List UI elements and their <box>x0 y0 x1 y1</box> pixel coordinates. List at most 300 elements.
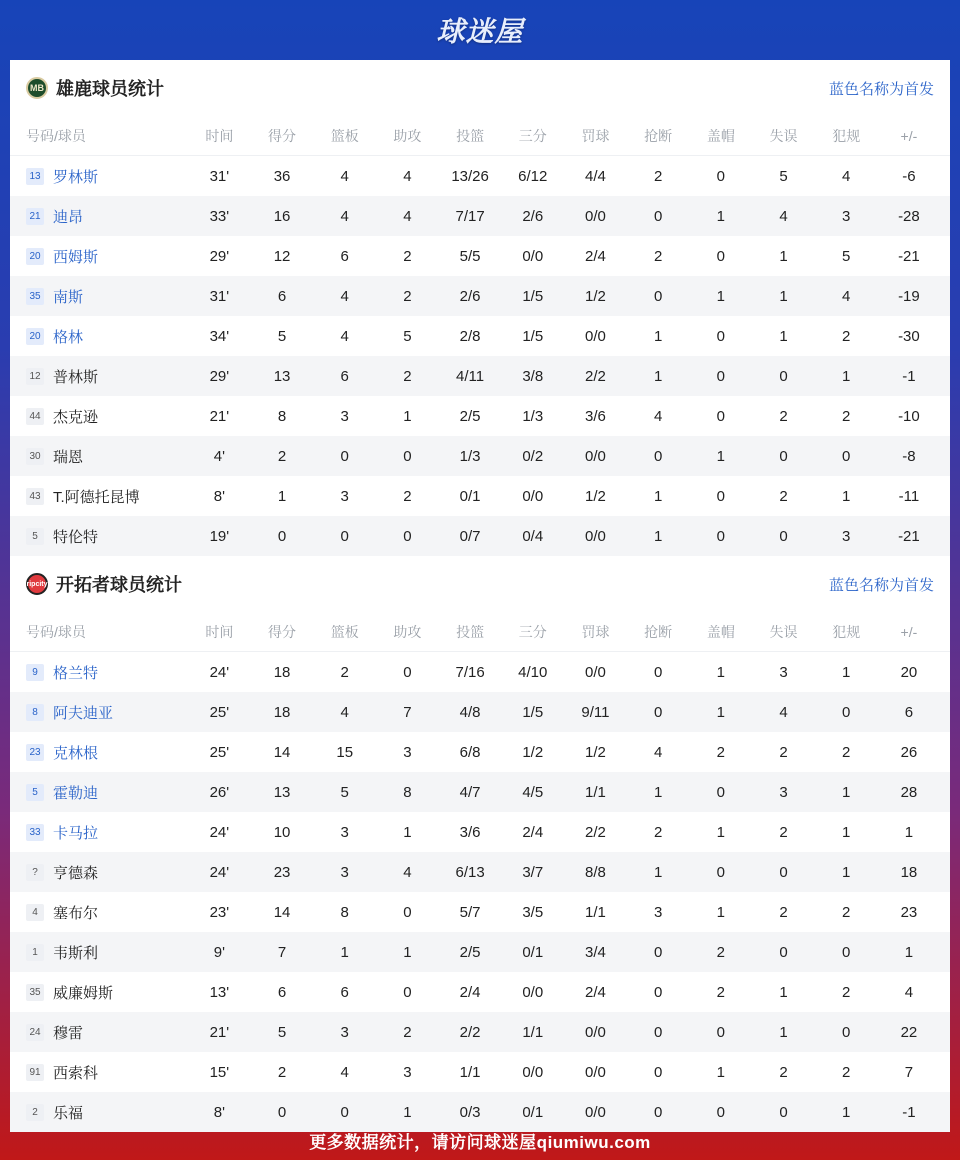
stat-fg: 6/13 <box>455 863 485 881</box>
jersey-number-badge: 43 <box>26 488 44 505</box>
stat-stl: 4 <box>653 407 663 425</box>
stat-blk: 2 <box>716 983 726 1001</box>
jersey-number-badge: 5 <box>26 784 44 801</box>
stat-tp: 0/0 <box>522 1063 544 1081</box>
stat-tp: 2/4 <box>522 823 544 841</box>
stat-tov: 1 <box>779 983 788 1001</box>
stat-ast: 0 <box>403 903 412 921</box>
stat-fg: 0/3 <box>459 1103 481 1121</box>
stat-tov: 0 <box>779 447 788 465</box>
column-header-row <box>10 612 950 652</box>
column-header: 投篮 <box>456 127 485 144</box>
jersey-number-badge: 9 <box>26 664 44 681</box>
player-cell <box>10 526 188 547</box>
stat-stl: 2 <box>653 167 663 185</box>
stat-min: 8' <box>213 1103 225 1121</box>
column-header: 盖帽 <box>706 127 735 144</box>
stat-stl: 1 <box>653 783 663 801</box>
team-section <box>10 60 950 556</box>
stat-pf: 2 <box>842 327 851 345</box>
stat-pts: 14 <box>273 903 291 921</box>
stat-tp: 1/5 <box>522 703 544 721</box>
stat-fg: 2/8 <box>459 327 481 345</box>
stat-pts: 13 <box>273 783 291 801</box>
table-row[interactable] <box>10 812 950 852</box>
stat-pm: -6 <box>902 167 916 185</box>
stat-ft: 0/0 <box>585 527 606 545</box>
stat-pm: 4 <box>904 983 914 1001</box>
stat-blk: 0 <box>716 407 726 425</box>
table-row[interactable] <box>10 356 950 396</box>
stats-panel <box>10 60 950 1120</box>
jersey-number-badge: 23 <box>26 744 44 761</box>
player-name[interactable]: 卡马拉 <box>53 824 99 842</box>
stat-stl: 0 <box>653 703 663 721</box>
player-cell <box>10 166 188 187</box>
stat-blk: 2 <box>716 743 726 761</box>
stat-ast: 4 <box>403 863 412 881</box>
stat-stl: 1 <box>653 527 663 545</box>
stat-blk: 1 <box>716 1063 726 1081</box>
column-header: 三分 <box>518 623 547 640</box>
stat-pts: 12 <box>273 247 291 265</box>
stat-pf: 2 <box>842 903 851 921</box>
stat-fg: 5/7 <box>459 903 481 921</box>
column-header: 抢断 <box>644 623 673 640</box>
jersey-number-badge: 13 <box>26 168 44 185</box>
stat-pf: 2 <box>842 983 851 1001</box>
jersey-number-badge: 24 <box>26 1024 44 1041</box>
player-name[interactable]: 乐福 <box>53 1104 84 1122</box>
stat-tov: 0 <box>779 527 788 545</box>
stat-reb: 8 <box>340 903 349 921</box>
stat-ast: 2 <box>403 247 412 265</box>
stat-tov: 0 <box>779 367 788 385</box>
player-name[interactable]: 杰克逊 <box>53 408 99 426</box>
table-row[interactable] <box>10 476 950 516</box>
jersey-number-badge: 5 <box>26 528 44 545</box>
stat-tp: 1/1 <box>522 1023 544 1041</box>
stat-pts: 2 <box>277 447 287 465</box>
player-cell <box>10 742 188 763</box>
player-name[interactable]: 塞布尔 <box>53 904 99 922</box>
column-header: 得分 <box>268 623 297 640</box>
stat-ft: 0/0 <box>585 1063 606 1081</box>
stat-tov: 1 <box>779 287 788 305</box>
stat-pf: 0 <box>842 703 851 721</box>
stat-fg: 2/5 <box>459 943 481 961</box>
column-header: 失误 <box>769 127 798 144</box>
jersey-number-badge: 20 <box>26 328 44 345</box>
stat-ast: 0 <box>403 447 412 465</box>
stat-ft: 3/6 <box>585 407 606 425</box>
stat-fg: 7/17 <box>455 207 485 225</box>
table-row[interactable] <box>10 236 950 276</box>
player-cell <box>10 206 188 227</box>
stat-blk: 1 <box>716 207 726 225</box>
stat-tp: 0/0 <box>522 983 544 1001</box>
stat-pf: 1 <box>842 663 851 681</box>
section-title-group <box>26 571 182 597</box>
stat-ft: 2/4 <box>585 983 606 1001</box>
stat-fg: 2/6 <box>459 287 481 305</box>
stat-pts: 13 <box>273 367 291 385</box>
stat-tp: 1/2 <box>522 743 544 761</box>
player-name[interactable]: 亨德森 <box>53 864 99 882</box>
stat-fg: 2/2 <box>459 1023 481 1041</box>
stat-reb: 5 <box>340 783 349 801</box>
stat-tov: 2 <box>779 1063 788 1081</box>
stat-blk: 0 <box>716 863 726 881</box>
section-header <box>10 60 950 116</box>
team-logo-icon: ripcity <box>26 573 48 595</box>
stat-ft: 1/2 <box>585 487 606 505</box>
stat-min: 23' <box>209 903 230 921</box>
stat-pts: 7 <box>277 943 287 961</box>
stat-ft: 1/2 <box>585 287 606 305</box>
stat-blk: 1 <box>716 903 726 921</box>
stat-fg: 4/11 <box>456 367 485 385</box>
stat-ft: 3/4 <box>585 943 606 961</box>
player-name[interactable]: 韦斯利 <box>53 944 99 962</box>
stat-blk: 1 <box>716 823 726 841</box>
stat-pf: 1 <box>842 783 851 801</box>
stat-ft: 0/0 <box>585 1103 606 1121</box>
stat-pf: 5 <box>842 247 851 265</box>
jersey-number-badge: 44 <box>26 408 44 425</box>
table-row[interactable] <box>10 852 950 892</box>
stat-min: 24' <box>209 823 230 841</box>
stat-stl: 2 <box>653 823 663 841</box>
stat-min: 4' <box>213 447 225 465</box>
stat-reb: 3 <box>340 823 349 841</box>
stat-pm: -1 <box>902 367 916 385</box>
stat-blk: 1 <box>716 663 726 681</box>
player-cell <box>10 286 188 307</box>
column-header: 时间 <box>205 127 234 144</box>
stat-fg: 2/5 <box>459 407 481 425</box>
table-row[interactable] <box>10 892 950 932</box>
stat-fg: 7/16 <box>455 663 485 681</box>
stat-min: 31' <box>209 287 230 305</box>
stat-tov: 1 <box>779 1023 788 1041</box>
stat-tov: 2 <box>779 487 788 505</box>
stat-reb: 6 <box>340 983 349 1001</box>
player-cell <box>10 782 188 803</box>
stat-tp: 1/5 <box>522 287 544 305</box>
table-row[interactable] <box>10 316 950 356</box>
stat-pf: 3 <box>842 207 851 225</box>
jersey-number-badge: ? <box>26 864 44 881</box>
stat-fg: 1/1 <box>459 1063 481 1081</box>
player-name[interactable]: 西姆斯 <box>53 248 99 266</box>
stat-ast: 5 <box>403 327 412 345</box>
player-cell <box>10 902 188 923</box>
player-cell <box>10 366 188 387</box>
table-row[interactable] <box>10 436 950 476</box>
player-name[interactable]: 普林斯 <box>53 368 99 386</box>
player-cell <box>10 1062 188 1083</box>
player-name[interactable]: 南斯 <box>53 288 84 306</box>
stat-pts: 5 <box>277 327 287 345</box>
column-header: 号码/球员 <box>26 623 86 640</box>
stat-ast: 7 <box>403 703 412 721</box>
player-name[interactable]: 克林根 <box>53 744 99 762</box>
stat-pf: 3 <box>842 527 851 545</box>
table-row[interactable] <box>10 732 950 772</box>
player-cell <box>10 942 188 963</box>
table-row[interactable] <box>10 932 950 972</box>
stat-fg: 6/8 <box>459 743 481 761</box>
stat-stl: 0 <box>653 447 663 465</box>
stat-pm: -11 <box>898 487 920 505</box>
stat-ast: 3 <box>403 743 412 761</box>
stat-blk: 0 <box>716 487 726 505</box>
jersey-number-badge: 33 <box>26 824 44 841</box>
stat-reb: 4 <box>340 327 349 345</box>
stat-pts: 2 <box>277 1063 287 1081</box>
stat-ft: 2/2 <box>585 367 606 385</box>
player-name[interactable]: 特伦特 <box>53 528 99 546</box>
stat-min: 21' <box>209 1023 230 1041</box>
stat-ast: 1 <box>403 943 412 961</box>
top-header <box>0 0 960 60</box>
stat-pm: 1 <box>904 943 914 961</box>
stat-pm: 23 <box>900 903 918 921</box>
stat-min: 8' <box>213 487 225 505</box>
stat-tov: 5 <box>779 167 788 185</box>
column-header: 犯规 <box>832 127 861 144</box>
stat-pts: 23 <box>273 863 291 881</box>
stat-pf: 0 <box>842 943 851 961</box>
stat-ast: 0 <box>403 983 412 1001</box>
table-row[interactable] <box>10 516 950 556</box>
stat-min: 25' <box>209 703 230 721</box>
stat-reb: 2 <box>340 663 349 681</box>
brand-logo: 球迷屋 <box>436 16 524 47</box>
stat-pm: 6 <box>904 703 914 721</box>
player-name[interactable]: 瑞恩 <box>53 448 84 466</box>
stat-tov: 4 <box>779 703 788 721</box>
stat-tov: 0 <box>779 1103 788 1121</box>
stat-ft: 1/1 <box>585 783 606 801</box>
table-row[interactable] <box>10 1052 950 1092</box>
player-cell <box>10 702 188 723</box>
stat-tp: 0/0 <box>522 247 544 265</box>
stat-fg: 13/26 <box>451 167 489 185</box>
stat-reb: 6 <box>340 247 349 265</box>
column-header: 篮板 <box>330 623 359 640</box>
stat-tov: 2 <box>779 903 788 921</box>
stat-ast: 2 <box>403 487 412 505</box>
stat-pm: 28 <box>900 783 918 801</box>
player-name[interactable]: 威廉姆斯 <box>53 984 114 1002</box>
column-header: 得分 <box>268 127 297 144</box>
column-header: 时间 <box>205 623 234 640</box>
player-name[interactable]: 迪昂 <box>53 208 84 226</box>
stat-ast: 2 <box>403 287 412 305</box>
jersey-number-badge: 35 <box>26 984 44 1001</box>
table-row[interactable] <box>10 772 950 812</box>
column-header: 失误 <box>769 623 798 640</box>
stat-fg: 5/5 <box>459 247 481 265</box>
stat-tov: 1 <box>779 247 788 265</box>
jersey-number-badge: 91 <box>26 1064 44 1081</box>
table-row[interactable] <box>10 652 950 692</box>
column-header: +/- <box>900 127 918 144</box>
jersey-number-badge: 35 <box>26 288 44 305</box>
player-name[interactable]: 西索科 <box>53 1064 99 1082</box>
stat-tp: 4/5 <box>522 783 544 801</box>
table-row[interactable] <box>10 972 950 1012</box>
stat-ast: 1 <box>403 1103 412 1121</box>
stat-min: 19' <box>209 527 230 545</box>
stat-fg: 0/1 <box>459 487 481 505</box>
stat-pts: 0 <box>277 527 287 545</box>
stat-blk: 0 <box>716 367 726 385</box>
stat-reb: 4 <box>340 287 349 305</box>
stat-reb: 3 <box>340 1023 349 1041</box>
stat-tov: 2 <box>779 823 788 841</box>
column-header: 三分 <box>518 127 547 144</box>
table-row[interactable] <box>10 276 950 316</box>
stat-ast: 1 <box>403 407 412 425</box>
stat-ast: 3 <box>403 1063 412 1081</box>
stat-ft: 2/4 <box>585 247 606 265</box>
stat-blk: 0 <box>716 1023 726 1041</box>
column-header: 盖帽 <box>706 623 735 640</box>
stat-ft: 1/2 <box>585 743 606 761</box>
table-row[interactable] <box>10 692 950 732</box>
stat-tp: 1/3 <box>522 407 544 425</box>
stat-reb: 0 <box>340 447 349 465</box>
stat-blk: 0 <box>716 783 726 801</box>
stat-pm: -10 <box>898 407 920 425</box>
stat-tov: 3 <box>779 663 788 681</box>
stat-tov: 2 <box>779 407 788 425</box>
player-name[interactable]: 格兰特 <box>53 664 99 682</box>
stat-stl: 0 <box>653 287 663 305</box>
stat-stl: 3 <box>653 903 663 921</box>
stat-blk: 0 <box>716 527 726 545</box>
stat-min: 21' <box>209 407 230 425</box>
stat-ft: 8/8 <box>585 863 606 881</box>
stat-stl: 1 <box>653 367 663 385</box>
stat-pf: 0 <box>842 1023 851 1041</box>
stat-ast: 0 <box>403 663 412 681</box>
stat-tov: 4 <box>779 207 788 225</box>
stat-pm: -30 <box>898 327 920 345</box>
footer-banner[interactable]: 更多数据统计，请访问球迷屋qiumiwu.com <box>309 1132 651 1152</box>
stat-pf: 2 <box>842 407 851 425</box>
stat-blk: 0 <box>716 167 726 185</box>
stat-ft: 4/4 <box>585 167 606 185</box>
stat-stl: 1 <box>653 487 663 505</box>
section-title: 开拓者球员统计 <box>56 575 182 595</box>
stat-pm: 7 <box>904 1063 914 1081</box>
column-header: 号码/球员 <box>26 127 86 144</box>
section-header <box>10 556 950 612</box>
stat-tov: 0 <box>779 863 788 881</box>
stat-pf: 2 <box>842 743 851 761</box>
stat-pts: 6 <box>277 287 287 305</box>
stat-pf: 1 <box>842 863 851 881</box>
stat-blk: 0 <box>716 247 726 265</box>
player-cell <box>10 862 188 883</box>
player-name[interactable]: T.阿德托昆博 <box>53 488 140 506</box>
stat-pf: 0 <box>842 447 851 465</box>
stat-pm: -21 <box>898 247 920 265</box>
stat-ft: 0/0 <box>585 327 606 345</box>
stat-blk: 2 <box>716 943 726 961</box>
stat-pts: 18 <box>273 663 291 681</box>
stat-blk: 0 <box>716 1103 726 1121</box>
starter-legend-note: 蓝色名称为首发 <box>828 576 934 594</box>
stat-tp: 4/10 <box>518 663 548 681</box>
stat-tp: 3/5 <box>522 903 544 921</box>
stat-stl: 1 <box>653 863 663 881</box>
stat-stl: 0 <box>653 1103 663 1121</box>
player-name[interactable]: 罗林斯 <box>53 168 99 186</box>
player-cell <box>10 446 188 467</box>
player-name[interactable]: 阿夫迪亚 <box>53 704 114 722</box>
stat-min: 24' <box>209 863 230 881</box>
stat-tp: 6/12 <box>518 167 548 185</box>
column-header: 篮板 <box>330 127 359 144</box>
stat-ast: 4 <box>403 207 412 225</box>
stat-pts: 16 <box>273 207 291 225</box>
player-cell <box>10 406 188 427</box>
team-section <box>10 556 950 1132</box>
stat-tp: 0/0 <box>522 487 544 505</box>
player-name[interactable]: 格林 <box>53 328 84 346</box>
stat-tp: 3/8 <box>522 367 544 385</box>
table-row[interactable] <box>10 196 950 236</box>
stat-min: 33' <box>209 207 230 225</box>
stat-pts: 36 <box>273 167 291 185</box>
column-header: 助攻 <box>393 623 422 640</box>
team-sections <box>10 60 950 1132</box>
player-name[interactable]: 霍勒迪 <box>53 784 99 802</box>
table-row[interactable] <box>10 396 950 436</box>
stat-pts: 18 <box>273 703 291 721</box>
stat-min: 34' <box>209 327 230 345</box>
stat-stl: 0 <box>653 943 663 961</box>
stat-reb: 1 <box>340 943 349 961</box>
stat-stl: 2 <box>653 247 663 265</box>
stat-tp: 2/6 <box>522 207 544 225</box>
jersey-number-badge: 20 <box>26 248 44 265</box>
jersey-number-badge: 21 <box>26 208 44 225</box>
stat-pf: 1 <box>842 487 851 505</box>
jersey-number-badge: 2 <box>26 1104 44 1121</box>
stat-pm: 1 <box>904 823 914 841</box>
stat-tov: 2 <box>779 743 788 761</box>
table-row[interactable] <box>10 1012 950 1052</box>
stat-reb: 4 <box>340 1063 349 1081</box>
stat-ast: 8 <box>403 783 412 801</box>
stat-ft: 2/2 <box>585 823 606 841</box>
stat-tp: 0/4 <box>522 527 544 545</box>
stat-pf: 4 <box>842 167 851 185</box>
stat-ft: 9/11 <box>581 703 610 721</box>
column-header: 罚球 <box>581 623 610 640</box>
player-name[interactable]: 穆雷 <box>53 1024 84 1042</box>
stat-min: 26' <box>209 783 230 801</box>
player-cell <box>10 326 188 347</box>
stat-fg: 4/8 <box>459 703 481 721</box>
table-row[interactable] <box>10 156 950 196</box>
